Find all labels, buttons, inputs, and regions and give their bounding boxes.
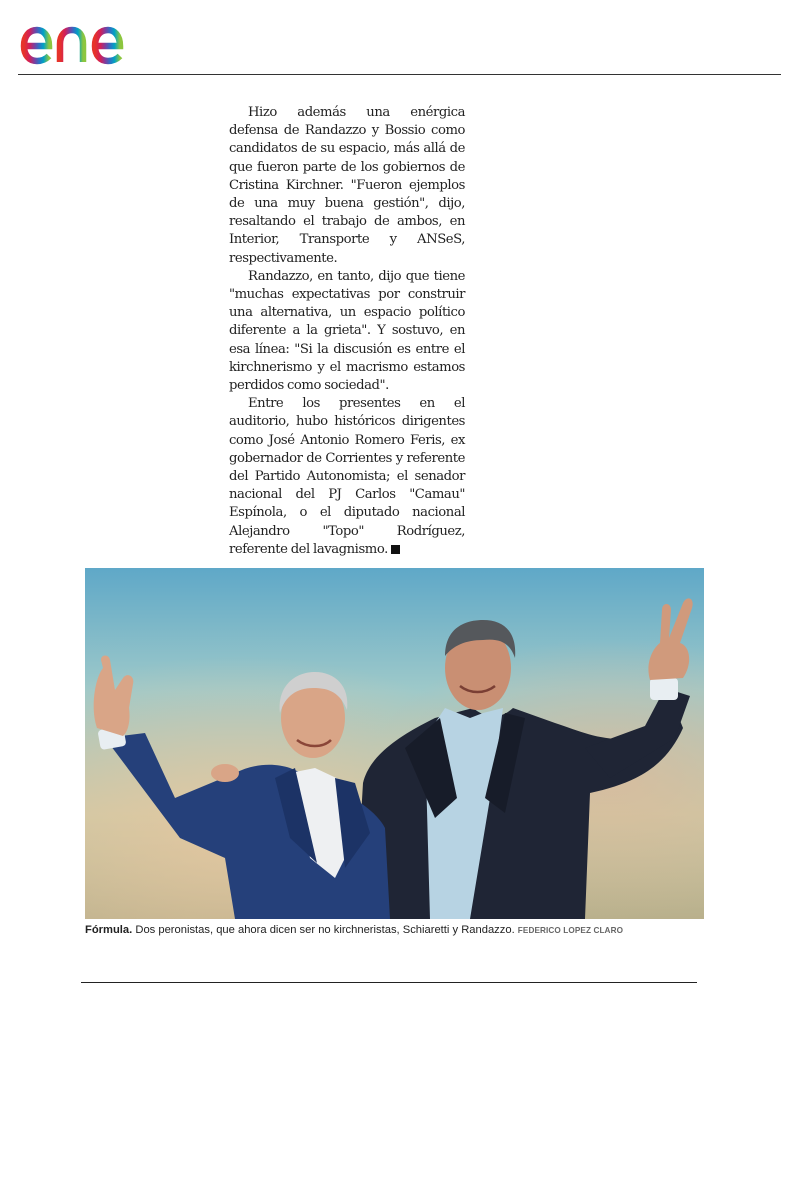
article-body <box>229 104 465 559</box>
header-rule <box>18 74 781 75</box>
article-paragraph <box>229 395 465 559</box>
article-paragraph: Randazzo, en tanto, dijo que tiene "muchas expectativas por construir una alternativa, un espacio político diferente a la grieta". Y sostuvo, en esa línea: "Si la discusión es entre el kirchnerismo y el macrismo estamos perdidos como sociedad". <box>229 268 465 394</box>
caption-text: Dos peronistas, que ahora dicen ser no kirchneristas, Schiaretti y Randazzo. <box>132 924 518 936</box>
end-of-article-icon <box>391 545 400 554</box>
article-photo <box>85 568 704 919</box>
enel-logo-icon <box>16 4 186 66</box>
article-paragraph-text: Entre los presentes en el auditorio, hubo históricos dirigentes como José Antonio Romero Feris, ex gobernador de Corrientes y referente del Partido Autonomista; el senador nacional del PJ Carlos "Camau" Espínola, o el diputado nacional Alejandro "Topo" Rodríguez, referente del lavagnismo. <box>229 396 465 557</box>
caption-lead: Fórmula. <box>85 924 133 936</box>
photo-caption <box>85 924 725 936</box>
photo-two-politicians-waving <box>85 568 704 919</box>
footer-rule <box>81 982 697 983</box>
enel-logo <box>16 4 186 66</box>
article-paragraph: Hizo además una enérgica defensa de Randazzo y Bossio como candidatos de su espacio, más allá de que fueron parte de los gobiernos de Cristina Kirchner. "Fueron ejemplos de una muy buena gestión", dijo, resaltando el trabajo de ambos, en Interior, Transporte y ANSeS, respectivamente. <box>229 105 465 266</box>
photo-credit: FEDERICO LOPEZ CLARO <box>517 926 624 935</box>
